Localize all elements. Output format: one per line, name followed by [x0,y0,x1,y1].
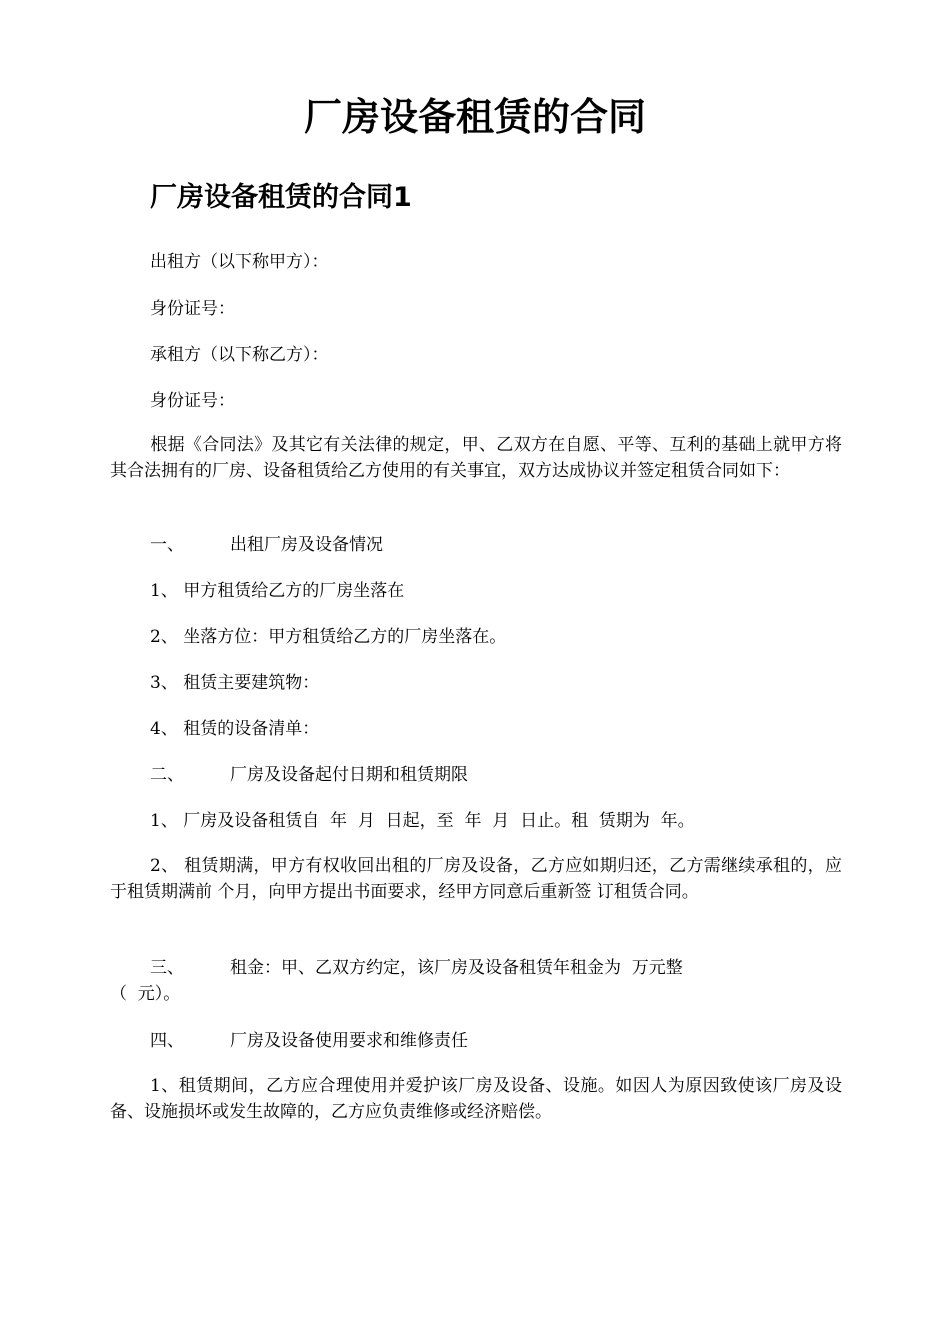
article-2-item-2-text: 2、 租赁期满，甲方有权收回出租的厂房及设备，乙方应如期归还，乙方需继续承租的，应于租赁期满前 个月，向甲方提出书面要求，经甲方同意后重新签 订租赁合同。 [110,856,842,902]
article-1-title: 出租厂房及设备情况 [230,535,383,555]
article-1-item-4 [110,716,842,742]
lessee-id-line [110,388,842,414]
article-3-continuation: （ 元）。 [110,984,181,1004]
lessee-label: 承租方（以下称乙方）： [150,345,329,365]
article-4-item-1 [110,1073,842,1125]
article-2-item-1 [110,808,842,834]
article-1-item-3 [110,670,842,696]
article-3-paragraph [110,955,842,1007]
lessee-line [110,342,842,368]
section-title: 厂房设备租赁的合同1 [150,182,412,213]
article-4-item-1-text: 1、租赁期间，乙方应合理使用并爱护该厂房及设备、设施。如因人为原因致使该厂房及设备、设施损坏或发生故障的，乙方应负责维修或经济赔偿。 [110,1076,842,1122]
article-2-heading [110,762,842,788]
article-1-item-4-text: 4、 租赁的设备清单： [150,719,320,739]
article-2-item-1-text: 1、 厂房及设备租赁自 年 月 日起，至 年 月 日止。租 赁期为 年。 [150,811,695,831]
article-2-item-2 [110,853,842,905]
article-1-item-2-text: 2、 坐落方位：甲方租赁给乙方的厂房坐落在。 [150,627,507,647]
article-3-text: 租金：甲、乙双方约定，该厂房及设备租赁年租金为 万元整 [230,958,683,978]
article-4-number: 四、 [150,1031,184,1051]
article-4-heading [110,1028,842,1054]
lessor-id-line [110,296,842,322]
article-4-title: 厂房及设备使用要求和维修责任 [230,1031,468,1051]
lessor-label: 出租方（以下称甲方）： [150,252,329,272]
lessee-id-label: 身份证号： [150,391,235,411]
document-title: 厂房设备租赁的合同 [303,95,646,139]
article-1-item-3-text: 3、 租赁主要建筑物： [150,673,320,693]
article-1-number: 一、 [150,535,184,555]
article-1-item-2 [110,624,842,650]
article-1-heading [110,532,842,558]
lessor-line [110,249,842,275]
article-2-number: 二、 [150,765,184,785]
article-1-item-1 [110,578,842,604]
lessor-id-label: 身份证号： [150,299,235,319]
preamble-text: 根据《合同法》及其它有关法律的规定，甲、乙双方在自愿、平等、互利的基础上就甲方将其合法拥有的厂房、设备租赁给乙方使用的有关事宜，双方达成协议并签定租赁合同如下： [110,435,842,481]
article-3-number: 三、 [150,958,184,978]
preamble-paragraph [110,432,842,484]
article-1-item-1-text: 1、 甲方租赁给乙方的厂房坐落在 [150,581,405,601]
article-2-title: 厂房及设备起付日期和租赁期限 [230,765,468,785]
